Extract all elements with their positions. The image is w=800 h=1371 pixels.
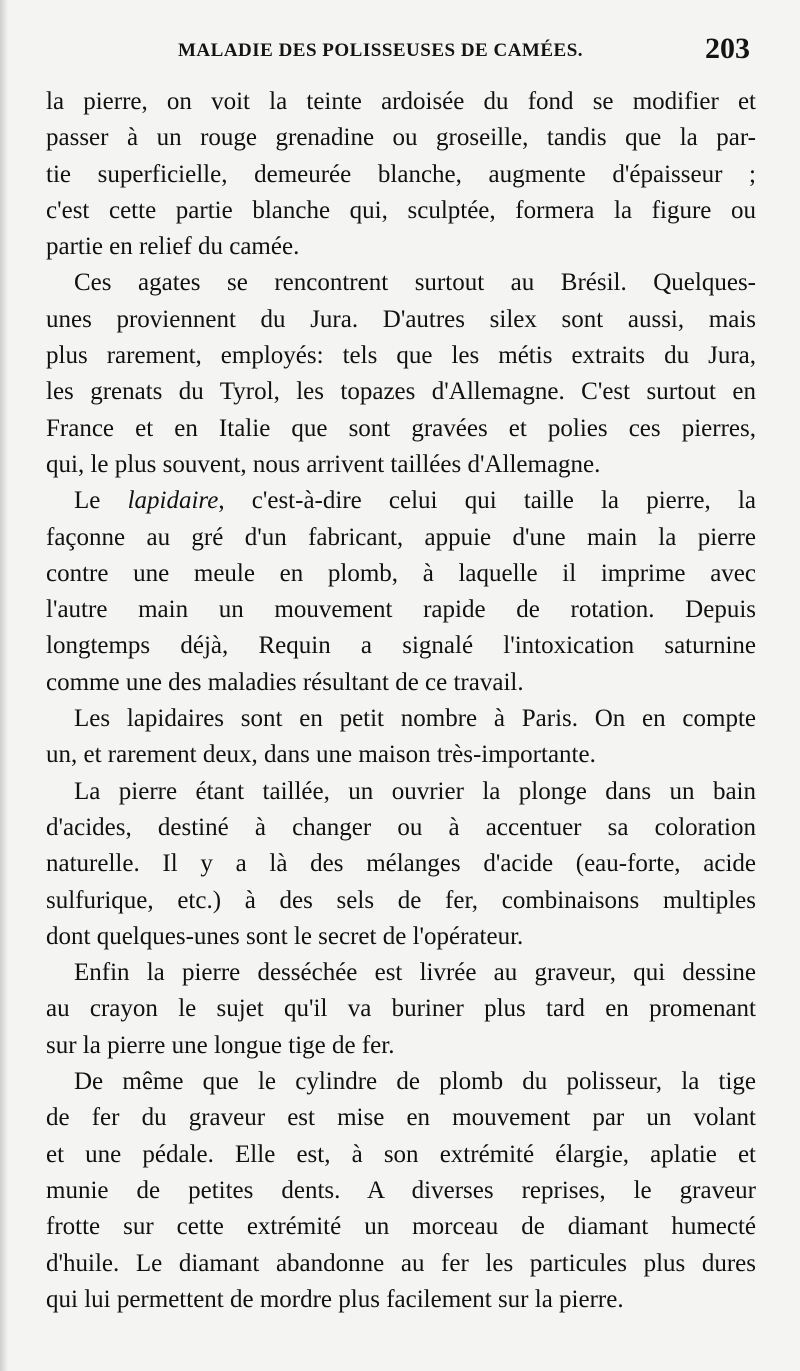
running-head: MALADIE DES POLISSEUSES DE CAMÉES. [178, 40, 584, 61]
paragraph [46, 483, 756, 701]
text-line: les grenats du Tyrol, les topazes d'Allemagne. C'est surtout en [46, 378, 756, 406]
text-line: sulfurique, etc.) à des sels de fer, combinaisons multiples [46, 886, 756, 914]
text-line: qui, le plus souvent, nous arrivent taillées d'Allemagne. [46, 450, 601, 478]
text-line: l'autre main un mouvement rapide de rotation. Depuis [46, 596, 756, 624]
paragraph [46, 774, 756, 955]
text-line: sur la pierre une longue tige de fer. [46, 1031, 395, 1059]
body-text [46, 84, 756, 1318]
text-line: contre une meule en plomb, à laquelle il imprime avec [46, 559, 756, 587]
text-line: passer à un rouge grenadine ou groseille, tandis que la par- [46, 124, 756, 152]
text-line: qui lui permettent de mordre plus facilement sur la pierre. [46, 1285, 624, 1313]
text-line: comme une des maladies résultant de ce travail. [46, 668, 524, 696]
text-line: La pierre étant taillée, un ouvrier la plonge dans un bain [74, 777, 756, 805]
text-line: la pierre, on voit la teinte ardoisée du fond se modifier et [46, 88, 756, 115]
paragraph [46, 955, 756, 1064]
paragraph [46, 1064, 756, 1318]
text-line: plus rarement, employés: tels que les métis extraits du Jura, [46, 342, 756, 370]
text-line: de fer du graveur est mise en mouvement par un volant [46, 1104, 756, 1132]
text-line: De même que le cylindre de plomb du polisseur, la tige [74, 1068, 756, 1096]
text-line: munie de petites dents. A diverses reprises, le graveur [46, 1176, 756, 1204]
paragraph [46, 701, 756, 774]
text-line: façonne au gré d'un fabricant, appuie d'une main la pierre [46, 523, 756, 551]
text-line: Enfin la pierre desséchée est livrée au graveur, qui dessine [74, 959, 756, 987]
text-line: dont quelques-unes sont le secret de l'opérateur. [46, 922, 524, 950]
page-edge-shadow [0, 0, 8, 1371]
text-line: Le lapidaire, c'est-à-dire celui qui taille la pierre, la [74, 487, 756, 515]
text-line: c'est cette partie blanche qui, sculptée, formera la figure ou [46, 196, 756, 224]
text-line: d'huile. Le diamant abandonne au fer les particules plus dures [46, 1249, 756, 1277]
text-line: France et en Italie que sont gravées et polies ces pierres, [46, 414, 756, 442]
text-line: tie superficielle, demeurée blanche, augmente d'épaisseur ; [46, 160, 756, 188]
page-header [0, 30, 800, 70]
page-number: 203 [705, 32, 750, 65]
text-line: partie en relief du camée. [46, 233, 300, 261]
text-line: au crayon le sujet qu'il va buriner plus tard en promenant [46, 995, 756, 1023]
text-line: Ces agates se rencontrent surtout au Brésil. Quelques- [74, 269, 756, 297]
text-line: unes proviennent du Jura. D'autres silex sont aussi, mais [46, 305, 756, 333]
paragraph [46, 265, 756, 483]
text-line: et une pédale. Elle est, à son extrémité élargie, aplatie et [46, 1140, 756, 1168]
paragraph [46, 84, 756, 265]
text-line: d'acides, destiné à changer ou à accentuer sa coloration [46, 813, 756, 841]
text-line: un, et rarement deux, dans une maison très-importante. [46, 741, 596, 769]
text-line: naturelle. Il y a là des mélanges d'acide (eau-forte, acide [46, 850, 756, 878]
italic-term: lapidaire [127, 487, 219, 515]
text-line: longtemps déjà, Requin a signalé l'intoxication saturnine [46, 632, 756, 660]
text-line: Les lapidaires sont en petit nombre à Paris. On en compte [74, 705, 756, 733]
text-line: frotte sur cette extrémité un morceau de diamant humecté [46, 1213, 756, 1241]
